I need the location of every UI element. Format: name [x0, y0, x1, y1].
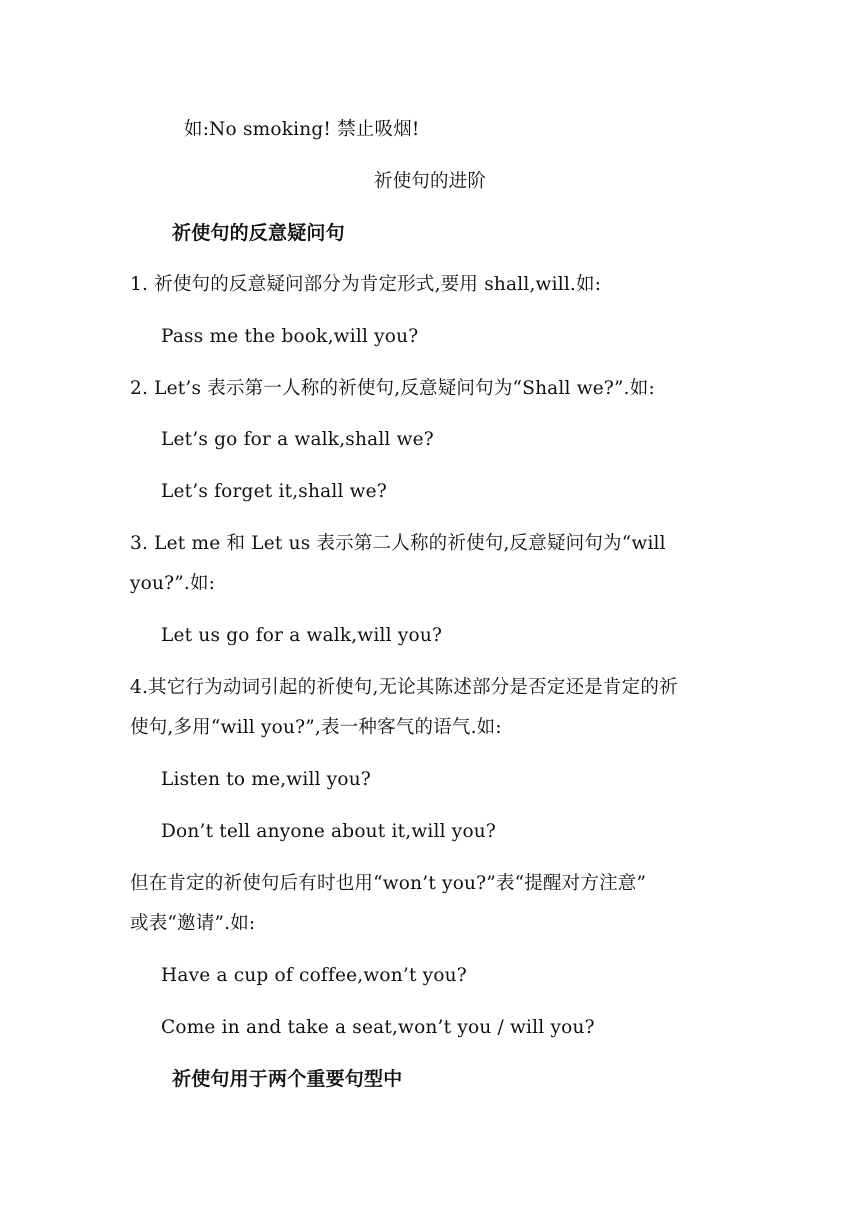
- example-line: Listen to me,will you?: [161, 769, 371, 790]
- example-line: Come in and take a seat,won’t you / will you?: [161, 1017, 595, 1038]
- example-line: Let’s forget it,shall we?: [161, 481, 387, 502]
- subheading: 祈使句用于两个重要句型中: [172, 1068, 403, 1090]
- paragraph-line: you?”.如:: [130, 573, 216, 594]
- example-line: Don’t tell anyone about it,will you?: [161, 821, 497, 842]
- example-line: Let us go for a walk,will you?: [161, 625, 443, 646]
- example-line: Pass me the book,will you?: [161, 326, 419, 347]
- paragraph-line: 4.其它行为动词引起的祈使句,无论其陈述部分是否定还是肯定的祈: [130, 677, 678, 698]
- subheading: 祈使句的反意疑问句: [172, 222, 345, 244]
- paragraph-line: 但在肯定的祈使句后有时也用“won’t you?”表“提醒对方注意”: [130, 873, 647, 894]
- paragraph-line: 2. Let’s 表示第一人称的祈使句,反意疑问句为“Shall we?”.如:: [130, 378, 655, 399]
- section-title: 祈使句的进阶: [373, 171, 487, 192]
- paragraph-line: 使句,多用“will you?”,表一种客气的语气.如:: [130, 717, 502, 738]
- example-line: Let’s go for a walk,shall we?: [161, 429, 434, 450]
- paragraph-line: 或表“邀请”.如:: [130, 913, 256, 934]
- paragraph-line: 1. 祈使句的反意疑问部分为肯定形式,要用 shall,will.如:: [130, 274, 602, 295]
- paragraph-line: 3. Let me 和 Let us 表示第二人称的祈使句,反意疑问句为“will: [130, 533, 666, 554]
- example-line: Have a cup of coffee,won’t you?: [161, 965, 467, 986]
- example-line: 如:No smoking! 禁止吸烟!: [184, 119, 420, 140]
